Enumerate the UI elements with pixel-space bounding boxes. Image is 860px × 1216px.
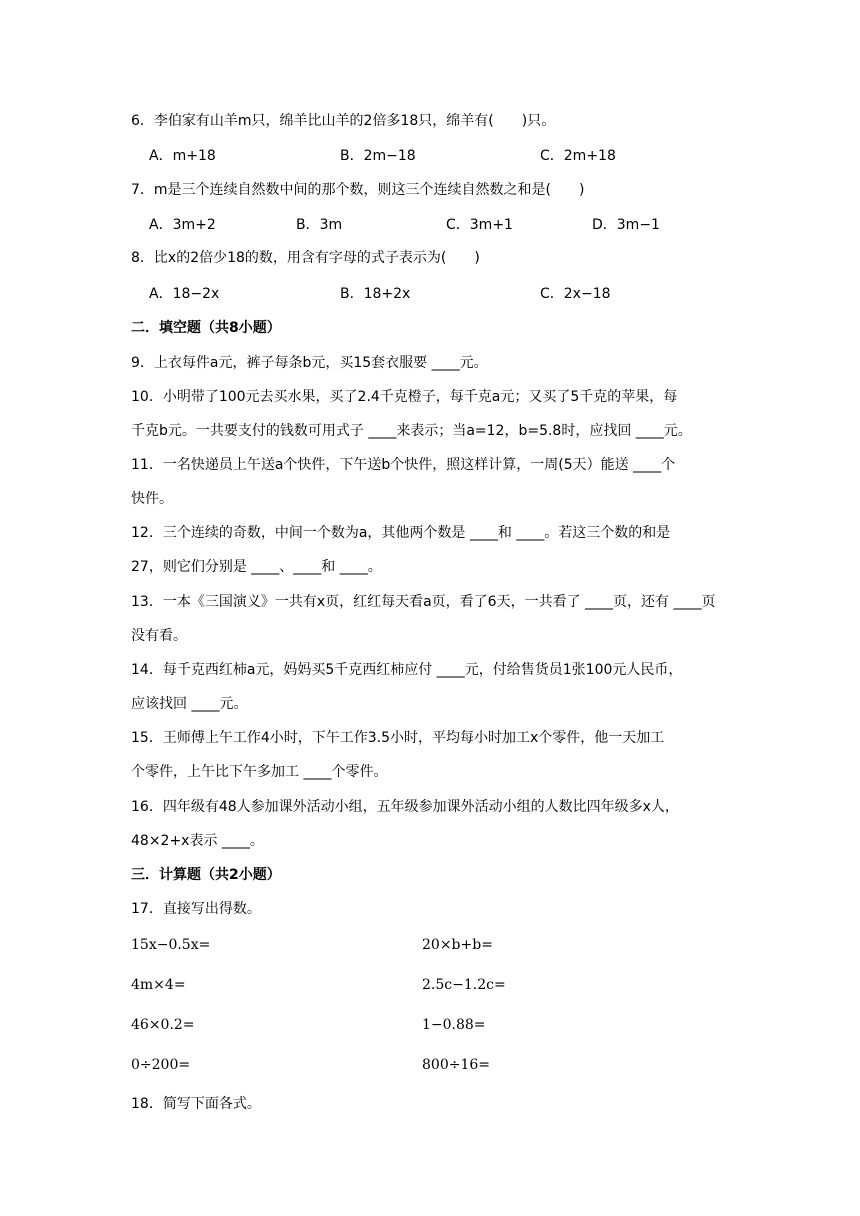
question-6-option-c: C．2m+18 — [540, 148, 616, 164]
calc-item: 20×b+b= — [422, 937, 493, 953]
question-14-line-1: 14．每千克西红柿a元，妈妈买5千克西红柿应付 ____元，付给售货员1张100元人民币， — [131, 662, 683, 678]
question-7-option-c: C．3m+1 — [446, 217, 513, 233]
question-6-option-a: A．m+18 — [149, 148, 216, 164]
calc-item: 4m×4= — [131, 977, 186, 993]
question-8-option-c: C．2x−18 — [540, 286, 611, 302]
question-6-text: 6．李伯家有山羊m只，绵羊比山羊的2倍多18只，绵羊有( )只。 — [131, 113, 556, 129]
question-15-line-1: 15．王师傅上午工作4小时，下午工作3.5小时，平均每小时加工x个零件，他一天加工 — [131, 730, 665, 746]
question-10-line-1: 10．小明带了100元去买水果，买了2.4千克橙子，每千克a元；又买了5千克的苹果，每 — [131, 389, 678, 405]
section-heading-fill-in: 二．填空题（共8小题） — [131, 320, 281, 336]
question-15-line-2: 个零件，上午比下午多加工 ____个零件。 — [131, 764, 388, 780]
question-8-text: 8．比x的2倍少18的数，用含有字母的式子表示为( ) — [131, 250, 480, 266]
calc-item: 0÷200= — [131, 1057, 191, 1073]
question-7-option-b: B．3m — [296, 217, 343, 233]
question-18-text: 18．简写下面各式。 — [131, 1096, 261, 1112]
section-heading-calculation: 三．计算题（共2小题） — [131, 867, 281, 883]
question-8-option-a: A．18−2x — [149, 286, 220, 302]
question-13-line-2: 没有看。 — [131, 628, 187, 644]
calc-item: 800÷16= — [422, 1057, 490, 1073]
question-13-line-1: 13．一本《三国演义》一共有x页，红红每天看a页，看了6天，一共看了 ____页，还有 ____页 — [131, 594, 716, 610]
calc-item: 1−0.88= — [422, 1017, 486, 1033]
question-12-line-2: 27，则它们分别是 ____、____和 ____。 — [131, 559, 382, 575]
question-8-option-b: B．18+2x — [340, 286, 411, 302]
question-16-line-1: 16．四年级有48人参加课外活动小组，五年级参加课外活动小组的人数比四年级多x人， — [131, 799, 679, 815]
calc-item: 15x−0.5x= — [131, 937, 211, 953]
calc-item: 46×0.2= — [131, 1017, 195, 1033]
question-11-line-2: 快件。 — [131, 491, 173, 507]
question-14-line-2: 应该找回 ____元。 — [131, 696, 248, 712]
question-6-option-b: B．2m−18 — [340, 148, 416, 164]
question-16-line-2: 48×2+x表示 ____。 — [131, 833, 264, 849]
question-10-line-2: 千克b元。一共要支付的钱数可用式子 ____来表示；当a=12，b=5.8时，应找回 ____元。 — [131, 423, 692, 439]
calc-item: 2.5c−1.2c= — [422, 977, 506, 993]
question-7-text: 7．m是三个连续自然数中间的那个数，则这三个连续自然数之和是( ) — [131, 182, 585, 198]
question-11-line-1: 11．一名快递员上午送a个快件，下午送b个快件，照这样计算，一周(5天）能送 ____个 — [131, 457, 676, 473]
question-9-text: 9．上衣每件a元，裤子每条b元，买15套衣服要 ____元。 — [131, 355, 488, 371]
question-7-option-a: A．3m+2 — [149, 217, 216, 233]
question-12-line-1: 12．三个连续的奇数，中间一个数为a，其他两个数是 ____和 ____。若这三个数的和是 — [131, 525, 671, 541]
question-7-option-d: D．3m−1 — [592, 217, 660, 233]
question-17-text: 17．直接写出得数。 — [131, 901, 261, 917]
